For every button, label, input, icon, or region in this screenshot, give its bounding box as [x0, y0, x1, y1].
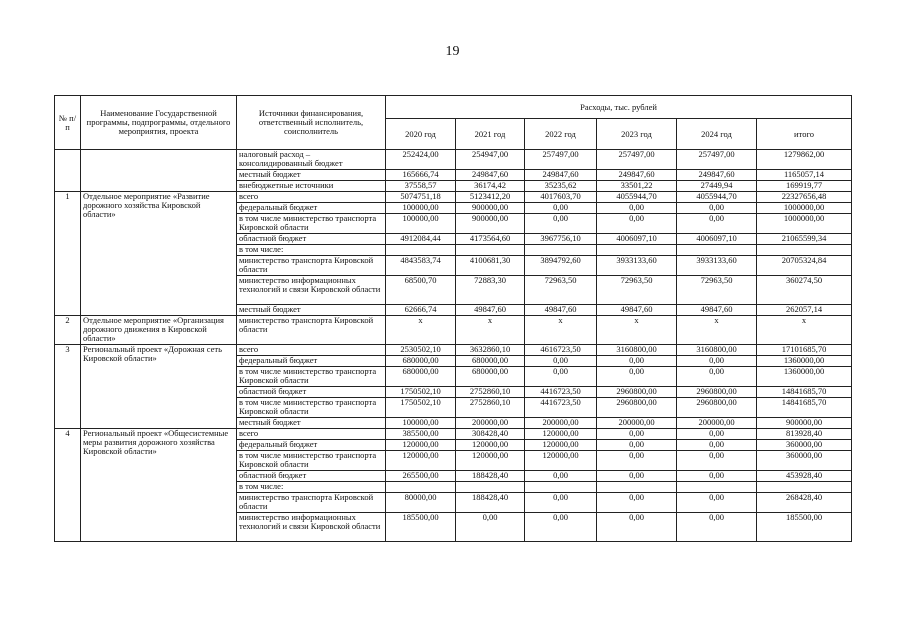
year-value: 0,00 — [525, 471, 597, 482]
year-value: 120000,00 — [525, 451, 597, 471]
item-name: Региональный проект «Дорожная сеть Кировской области» — [81, 345, 237, 429]
year-value: 0,00 — [677, 367, 757, 387]
year-value: 900000,00 — [456, 214, 525, 234]
year-value: 2960800,00 — [597, 398, 677, 418]
year-value: 72883,30 — [456, 276, 525, 305]
year-value: 120000,00 — [525, 440, 597, 451]
year-value: 0,00 — [597, 471, 677, 482]
year-value — [456, 482, 525, 493]
year-value: 0,00 — [525, 513, 597, 542]
year-value: 68500,70 — [386, 276, 456, 305]
item-number: 3 — [55, 345, 81, 429]
funding-source: областной бюджет — [237, 234, 386, 245]
funding-source: в том числе министерство транспорта Кировской области — [237, 451, 386, 471]
year-value: 188428,40 — [456, 471, 525, 482]
year-value: 680000,00 — [456, 356, 525, 367]
total-value: 14841685,70 — [757, 398, 852, 418]
funding-source: министерство информационных технологий и связи Кировской области — [237, 513, 386, 542]
year-value: 0,00 — [525, 214, 597, 234]
year-value: 100000,00 — [386, 203, 456, 214]
year-value: 385500,00 — [386, 429, 456, 440]
year-value: 4006097,10 — [677, 234, 757, 245]
funding-source: федеральный бюджет — [237, 356, 386, 367]
year-value: 2960800,00 — [677, 387, 757, 398]
year-value: 120000,00 — [456, 451, 525, 471]
year-value: 4416723,50 — [525, 398, 597, 418]
year-value: 1750502,10 — [386, 387, 456, 398]
total-value: x — [757, 316, 852, 345]
year-value: 3894792,60 — [525, 256, 597, 276]
header-year-2020: 2020 год — [386, 119, 456, 150]
year-value: 2530502,10 — [386, 345, 456, 356]
funding-source: всего — [237, 192, 386, 203]
year-value: 100000,00 — [386, 418, 456, 429]
year-value: 120000,00 — [456, 440, 525, 451]
total-value: 1000000,00 — [757, 214, 852, 234]
funding-source: федеральный бюджет — [237, 440, 386, 451]
year-value: 2960800,00 — [597, 387, 677, 398]
total-value: 813928,40 — [757, 429, 852, 440]
year-value: 2960800,00 — [677, 398, 757, 418]
item-name — [81, 150, 237, 192]
item-name: Региональный проект «Общесистемные меры развития дорожного хозяйства Кировской области» — [81, 429, 237, 542]
year-value: 254947,00 — [456, 150, 525, 170]
year-value: x — [456, 316, 525, 345]
year-value: 900000,00 — [456, 203, 525, 214]
budget-table — [54, 95, 852, 542]
table-row — [55, 316, 852, 345]
year-value: 185500,00 — [386, 513, 456, 542]
year-value: 0,00 — [597, 493, 677, 513]
year-value: 1750502,10 — [386, 398, 456, 418]
total-value: 14841685,70 — [757, 387, 852, 398]
year-value: 257497,00 — [597, 150, 677, 170]
year-value: 0,00 — [677, 214, 757, 234]
year-value: 0,00 — [525, 356, 597, 367]
year-value: 0,00 — [597, 356, 677, 367]
year-value — [525, 482, 597, 493]
year-value: 4055944,70 — [677, 192, 757, 203]
year-value: 165666,74 — [386, 170, 456, 181]
year-value — [677, 245, 757, 256]
year-value: x — [597, 316, 677, 345]
year-value: 4055944,70 — [597, 192, 677, 203]
year-value: 680000,00 — [386, 367, 456, 387]
year-value: 3160800,00 — [597, 345, 677, 356]
year-value: 0,00 — [456, 513, 525, 542]
year-value: 120000,00 — [525, 429, 597, 440]
year-value: x — [386, 316, 456, 345]
year-value: 249847,60 — [525, 170, 597, 181]
year-value: 49847,60 — [677, 305, 757, 316]
header-year-2023: 2023 год — [597, 119, 677, 150]
total-value: 453928,40 — [757, 471, 852, 482]
year-value: 308428,40 — [456, 429, 525, 440]
item-number: 4 — [55, 429, 81, 542]
total-value: 20705324,84 — [757, 256, 852, 276]
header-num: № п/п — [55, 96, 81, 150]
year-value: 0,00 — [677, 356, 757, 367]
year-value: 0,00 — [597, 203, 677, 214]
year-value: 3967756,10 — [525, 234, 597, 245]
funding-source: местный бюджет — [237, 305, 386, 316]
year-value: 0,00 — [597, 367, 677, 387]
year-value: 5074751,18 — [386, 192, 456, 203]
total-value: 900000,00 — [757, 418, 852, 429]
total-value: 268428,40 — [757, 493, 852, 513]
year-value: 72963,50 — [525, 276, 597, 305]
year-value: 265500,00 — [386, 471, 456, 482]
year-value: 0,00 — [597, 513, 677, 542]
year-value: 4912084,44 — [386, 234, 456, 245]
year-value: 49847,60 — [456, 305, 525, 316]
year-value: 62666,74 — [386, 305, 456, 316]
year-value: 0,00 — [677, 203, 757, 214]
table-row — [55, 345, 852, 356]
year-value: 100000,00 — [386, 214, 456, 234]
year-value: 0,00 — [597, 440, 677, 451]
total-value: 1000000,00 — [757, 203, 852, 214]
year-value: 200000,00 — [677, 418, 757, 429]
year-value: 4017603,70 — [525, 192, 597, 203]
page-number: 19 — [445, 44, 460, 59]
year-value: 188428,40 — [456, 493, 525, 513]
year-value: 4843583,74 — [386, 256, 456, 276]
year-value: 200000,00 — [525, 418, 597, 429]
year-value: x — [677, 316, 757, 345]
year-value: 2752860,10 — [456, 387, 525, 398]
year-value: 0,00 — [597, 214, 677, 234]
year-value: 5123412,20 — [456, 192, 525, 203]
header-source: Источники финансирования, ответственный исполнитель, соисполнитель — [237, 96, 386, 150]
year-value: 0,00 — [525, 203, 597, 214]
funding-source: министерство транспорта Кировской области — [237, 316, 386, 345]
year-value: 3160800,00 — [677, 345, 757, 356]
year-value: 0,00 — [525, 493, 597, 513]
year-value: 4006097,10 — [597, 234, 677, 245]
funding-source: в том числе министерство транспорта Кировской области — [237, 367, 386, 387]
total-value: 1165057,14 — [757, 170, 852, 181]
total-value — [757, 482, 852, 493]
total-value: 22327656,48 — [757, 192, 852, 203]
year-value: 2752860,10 — [456, 398, 525, 418]
year-value: 3933133,60 — [677, 256, 757, 276]
total-value: 185500,00 — [757, 513, 852, 542]
header-total: итого — [757, 119, 852, 150]
year-value: 72963,50 — [677, 276, 757, 305]
funding-source: министерство транспорта Кировской области — [237, 256, 386, 276]
year-value — [456, 245, 525, 256]
funding-source: в том числе министерство транспорта Кировской области — [237, 214, 386, 234]
year-value: 249847,60 — [597, 170, 677, 181]
item-number — [55, 150, 81, 192]
year-value: 72963,50 — [597, 276, 677, 305]
total-value: 169919,77 — [757, 181, 852, 192]
table-row — [55, 429, 852, 440]
funding-source: министерство информационных технологий и связи Кировской области — [237, 276, 386, 305]
total-value: 262057,14 — [757, 305, 852, 316]
total-value: 17101685,70 — [757, 345, 852, 356]
year-value — [597, 245, 677, 256]
year-value — [525, 245, 597, 256]
year-value: 80000,00 — [386, 493, 456, 513]
total-value — [757, 245, 852, 256]
funding-source: всего — [237, 345, 386, 356]
header-year-2021: 2021 год — [456, 119, 525, 150]
funding-source: в том числе министерство транспорта Кировской области — [237, 398, 386, 418]
year-value: 0,00 — [597, 451, 677, 471]
year-value: 252424,00 — [386, 150, 456, 170]
year-value — [386, 482, 456, 493]
header-name: Наименование Государственной программы, подпрограммы, отдельного мероприятия, проекта — [81, 96, 237, 150]
year-value — [597, 482, 677, 493]
header-year-2022: 2022 год — [525, 119, 597, 150]
year-value: 120000,00 — [386, 440, 456, 451]
year-value: 3632860,10 — [456, 345, 525, 356]
year-value: 3933133,60 — [597, 256, 677, 276]
funding-source: местный бюджет — [237, 170, 386, 181]
funding-source: в том числе: — [237, 245, 386, 256]
total-value: 360274,50 — [757, 276, 852, 305]
funding-source: в том числе: — [237, 482, 386, 493]
year-value: 257497,00 — [525, 150, 597, 170]
year-value: 4416723,50 — [525, 387, 597, 398]
total-value: 1360000,00 — [757, 367, 852, 387]
item-number: 2 — [55, 316, 81, 345]
table-row — [55, 150, 852, 170]
year-value: 35235,62 — [525, 181, 597, 192]
year-value: 120000,00 — [386, 451, 456, 471]
funding-source: внебюджетные источники — [237, 181, 386, 192]
year-value: 4616723,50 — [525, 345, 597, 356]
year-value: 0,00 — [677, 440, 757, 451]
year-value — [386, 245, 456, 256]
funding-source: федеральный бюджет — [237, 203, 386, 214]
year-value: 49847,60 — [525, 305, 597, 316]
table-body — [55, 150, 852, 542]
total-value: 360000,00 — [757, 451, 852, 471]
year-value: 0,00 — [525, 367, 597, 387]
funding-source: налоговый расход – консолидированный бюджет — [237, 150, 386, 170]
year-value: 27449,94 — [677, 181, 757, 192]
year-value: 0,00 — [677, 493, 757, 513]
table-row — [55, 192, 852, 203]
year-value: 0,00 — [677, 451, 757, 471]
header-expenses: Расходы, тыс. рублей — [386, 96, 852, 119]
year-value: 4100681,30 — [456, 256, 525, 276]
year-value: 200000,00 — [597, 418, 677, 429]
total-value: 360000,00 — [757, 440, 852, 451]
total-value: 21065599,34 — [757, 234, 852, 245]
funding-source: местный бюджет — [237, 418, 386, 429]
total-value: 1279862,00 — [757, 150, 852, 170]
year-value: 0,00 — [677, 513, 757, 542]
year-value: 0,00 — [677, 429, 757, 440]
item-name: Отдельное мероприятие «Развитие дорожного хозяйства Кировской области» — [81, 192, 237, 316]
year-value: 49847,60 — [597, 305, 677, 316]
year-value: 200000,00 — [456, 418, 525, 429]
funding-source: областной бюджет — [237, 471, 386, 482]
header-year-2024: 2024 год — [677, 119, 757, 150]
year-value: 37558,57 — [386, 181, 456, 192]
funding-source: министерство транспорта Кировской области — [237, 493, 386, 513]
year-value: 249847,60 — [456, 170, 525, 181]
year-value: 0,00 — [597, 429, 677, 440]
item-name: Отдельное мероприятие «Организация дорожного движения в Кировской области» — [81, 316, 237, 345]
year-value: 249847,60 — [677, 170, 757, 181]
funding-source: всего — [237, 429, 386, 440]
total-value: 1360000,00 — [757, 356, 852, 367]
year-value — [677, 482, 757, 493]
funding-source: областной бюджет — [237, 387, 386, 398]
item-number: 1 — [55, 192, 81, 316]
year-value: x — [525, 316, 597, 345]
year-value: 36174,42 — [456, 181, 525, 192]
year-value: 0,00 — [677, 471, 757, 482]
year-value: 680000,00 — [386, 356, 456, 367]
year-value: 33501,22 — [597, 181, 677, 192]
year-value: 4173564,60 — [456, 234, 525, 245]
year-value: 257497,00 — [677, 150, 757, 170]
year-value: 680000,00 — [456, 367, 525, 387]
